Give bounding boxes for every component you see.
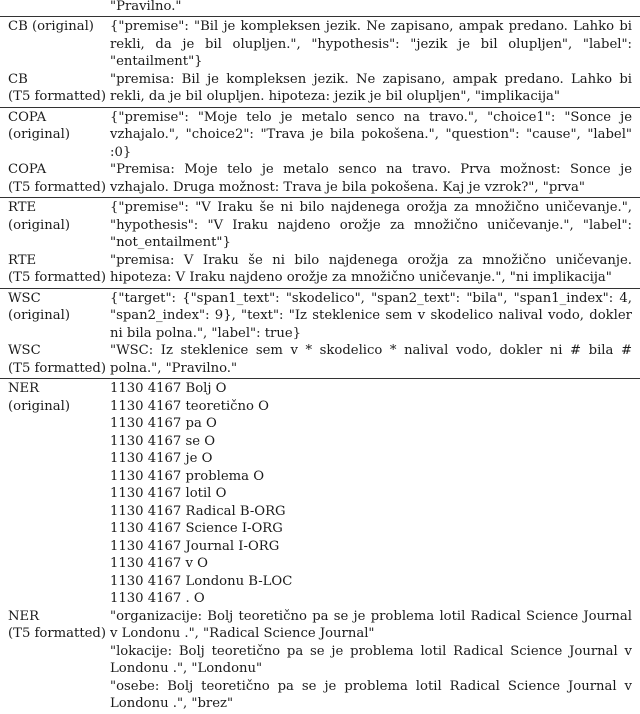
row-text: "Premisa: Moje telo je metalo senco na travo. Prva možnost: Sonce je vzhajalo. Druga možnost: Trava je bila pokošena. Kaj je vzrok?", "prva" bbox=[110, 162, 632, 195]
ner-token-line: 1130 4167 pa O bbox=[110, 416, 217, 431]
table-row bbox=[0, 199, 640, 252]
ner-token-line: 1130 4167 Bolj O bbox=[110, 381, 227, 396]
ner-token-line: 1130 4167 Radical B-ORG bbox=[110, 503, 286, 519]
row-label: CB (T5 formatted) bbox=[8, 71, 107, 104]
row-label: COPA (T5 formatted) bbox=[8, 162, 107, 195]
row-text: {"premise": "Moje telo je metalo senco na travo.", "choice1": "Sonce je vzhajalo.", "choice2": "Trava je bila pokošena.", "question": "cause", "label" :0} bbox=[110, 109, 632, 160]
ner-token-line: 1130 4167 je O bbox=[110, 451, 213, 466]
row-text: "premisa: V Iraku še ni bilo najdenega orožja za množično uničevanje. hipoteza: V Iraku najdeno orožje za množično uničevanje.", "ni implikacija" bbox=[110, 252, 632, 285]
ner-token-line: 1130 4167 Londonu B-LOC bbox=[110, 573, 293, 589]
table-row bbox=[0, 71, 640, 106]
row-label: COPA (original) bbox=[8, 109, 70, 142]
ner-token-line: 1130 4167 v O bbox=[110, 556, 208, 571]
group-copa bbox=[0, 108, 640, 198]
table-row bbox=[0, 608, 640, 713]
ner-t5-paragraph: "osebe: Bolj teoretično pa se je problema lotil Radical Science Journal v Londonu .", "brez" bbox=[110, 678, 632, 711]
group-cb bbox=[0, 17, 640, 107]
row-label: NER (original) bbox=[8, 381, 70, 414]
row-text bbox=[110, 608, 632, 713]
group-wsc bbox=[0, 289, 640, 379]
table-row bbox=[0, 161, 640, 196]
table-row bbox=[0, 252, 640, 287]
ner-token-line: 1130 4167 . O bbox=[110, 591, 205, 606]
row-label: WSC (T5 formatted) bbox=[8, 343, 107, 376]
row-text: "premisa: Bil je kompleksen jezik. Ne zapisano, ampak predano. Lahko bi rekli, da je bil olupljen. hipoteza: jezik je bil olupljen", "implikacija" bbox=[110, 71, 632, 104]
row-label: RTE (T5 formatted) bbox=[8, 252, 107, 285]
row-label: WSC (original) bbox=[8, 290, 70, 323]
table-row bbox=[0, 109, 640, 162]
group-rte bbox=[0, 198, 640, 288]
ner-token-line: 1130 4167 lotil O bbox=[110, 486, 227, 501]
ner-token-line: 1130 4167 Science I-ORG bbox=[110, 521, 283, 536]
row-label: RTE (original) bbox=[8, 200, 70, 233]
ner-token-line: 1130 4167 problema O bbox=[110, 468, 265, 484]
row-label: NER (T5 formatted) bbox=[8, 608, 107, 641]
table-row bbox=[0, 18, 640, 71]
carryover-text: "Pravilno." bbox=[110, 0, 182, 14]
ner-token-line: 1130 4167 se O bbox=[110, 433, 216, 449]
ner-t5-paragraph: "organizacije: Bolj teoretično pa se je problema lotil Radical Science Journal v Londonu .", "Radical Science Journal" bbox=[110, 608, 632, 641]
ner-t5-paragraph: "lokacije: Bolj teoretično pa se je problema lotil Radical Science Journal v Londonu .", "Londonu" bbox=[110, 643, 632, 676]
row-label: CB (original) bbox=[8, 19, 94, 34]
ner-token-line: 1130 4167 Journal I-ORG bbox=[110, 538, 280, 554]
row-text: "WSC: Iz steklenice sem v * skodelico * nalival vodo, dokler ni # bila # polna.", "Pravilno." bbox=[110, 343, 632, 376]
group-ner bbox=[0, 379, 640, 714]
table-row bbox=[0, 380, 640, 608]
ner-token-line: 1130 4167 teoretično O bbox=[110, 398, 269, 414]
row-text bbox=[110, 380, 632, 608]
row-text: {"premise": "Bil je kompleksen jezik. Ne zapisano, ampak predano. Lahko bi rekli, da je bil olupljen.", "hypothesis": "jezik je bil olupljen", "label": "entailment"} bbox=[110, 19, 632, 69]
table-row bbox=[0, 290, 640, 343]
row-text: {"target": {"span1_text": "skodelico", "span2_text": "bila", "span1_index": 4, "span2_index": 9}, "text": "Iz steklenice sem v skodelico nalival vodo, dokler ni bila polna.", "label": true} bbox=[110, 290, 632, 341]
row-text: {"premise": "V Iraku še ni bilo najdenega orožja za množično uničevanje.", "hypothesis": "V Iraku najdeno orožje za množično uničevanje.", "label": "not_entailment"} bbox=[110, 200, 632, 250]
table-row bbox=[0, 342, 640, 377]
